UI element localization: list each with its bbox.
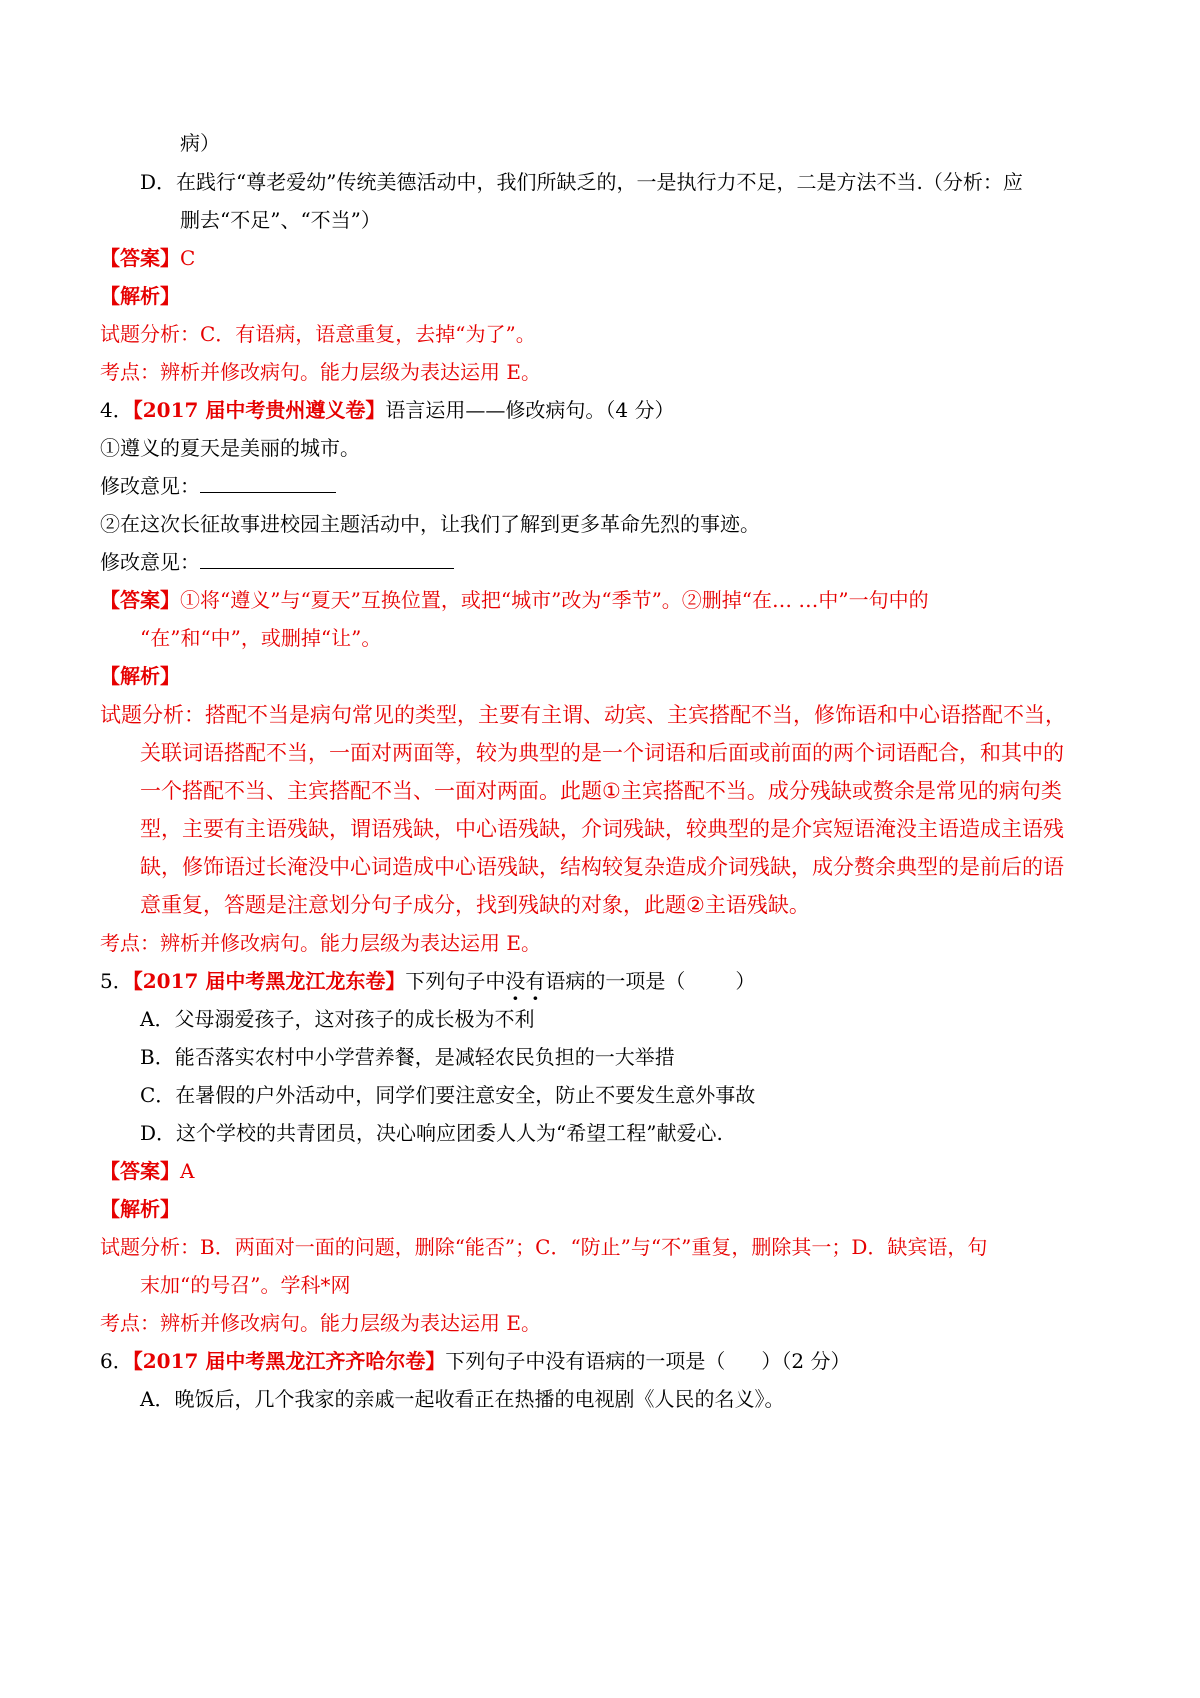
q5-kaodian: 考点：辨析并修改病句。能力层级为表达运用 E。 bbox=[100, 1311, 541, 1335]
answer-value: A bbox=[180, 1159, 195, 1183]
q3-option-d-line1: D．在践行“尊老爱幼”传统美德活动中，我们所缺乏的，一是执行力不足，二是方法不当.（分析：应 bbox=[140, 170, 1023, 194]
q6-option-a: A．晚饭后，几个我家的亲戚一起收看正在热播的电视剧《人民的名义》。 bbox=[140, 1387, 785, 1411]
q4-kaodian: 考点：辨析并修改病句。能力层级为表达运用 E。 bbox=[100, 931, 541, 955]
answer-label: 【答案】 bbox=[100, 588, 180, 612]
answer-blank[interactable] bbox=[200, 548, 454, 569]
q5-option-b: B．能否落实农村中小学营养餐，是减轻农民负担的一大举措 bbox=[140, 1045, 675, 1069]
q4-edit-2 bbox=[100, 547, 454, 577]
q4-analysis-line2: 关联词语搭配不当，一面对两面等，较为典型的是一个词语和后面或前面的两个词语配合，和其中的 bbox=[140, 741, 1064, 765]
question-title-b: 语病的一项是（ bbox=[545, 969, 686, 993]
q5-option-d: D．这个学校的共青团员，决心响应团委人人为“希望工程”献爱心. bbox=[140, 1121, 723, 1145]
question-number: 4． bbox=[100, 398, 133, 422]
answer-text: ①将“遵义”与“夏天”互换位置，或把“城市”改为“季节”。②删掉“在… …中”一句中的 bbox=[180, 588, 929, 612]
q4-answer-line2: “在”和“中”，或删掉“让”。 bbox=[140, 626, 382, 650]
emphasis-char: 没 bbox=[505, 969, 526, 993]
question-title-a: 下列句子中 bbox=[405, 969, 506, 993]
answer-blank[interactable] bbox=[200, 472, 336, 493]
q4-analysis-line1: 试题分析：搭配不当是病句常见的类型，主要有主谓、动宾、主宾搭配不当，修饰语和中心语搭配不当， bbox=[100, 703, 1066, 727]
q5-heading bbox=[100, 966, 755, 996]
question-number: 5． bbox=[100, 969, 133, 993]
emphasis-char: 有 bbox=[525, 969, 546, 993]
question-title-b: ）（2 分） bbox=[761, 1349, 851, 1373]
edit-label: 修改意见： bbox=[100, 474, 200, 498]
q3-kaodian: 考点：辨析并修改病句。能力层级为表达运用 E。 bbox=[100, 360, 541, 384]
q4-heading bbox=[100, 395, 674, 425]
q3-option-d-line2: 删去“不足”、“不当”） bbox=[180, 208, 381, 232]
q5-analysis-line1: 试题分析：B．两面对一面的问题，删除“能否”；C．“防止”与“不”重复，删除其一；D．缺宾语，句 bbox=[100, 1235, 988, 1259]
question-number: 6． bbox=[100, 1349, 133, 1373]
q4-analysis-line3: 一个搭配不当、主宾搭配不当、一面对两面。此题①主宾搭配不当。成分残缺或赘余是常见的病句类 bbox=[140, 779, 1062, 803]
q4-edit-1 bbox=[100, 471, 336, 501]
question-title-a: 下列句子中没有语病的一项是（ bbox=[445, 1349, 726, 1373]
question-title-c: ） bbox=[735, 969, 756, 993]
answer-label: 【答案】 bbox=[100, 1159, 180, 1183]
q4-analysis-line5: 缺，修饰语过长淹没中心词造成中心语残缺，结构较复杂造成介词残缺，成分赘余典型的是前后的语 bbox=[140, 855, 1064, 879]
q4-answer-line1 bbox=[100, 585, 929, 615]
q4-analysis-line4: 型，主要有主语残缺，谓语残缺，中心语残缺，介词残缺，较典型的是介宾短语淹没主语造成主语残 bbox=[140, 817, 1064, 841]
q3-jiexi-label: 【解析】 bbox=[100, 284, 180, 308]
q5-jiexi-label: 【解析】 bbox=[100, 1197, 180, 1221]
answer-label: 【答案】 bbox=[100, 246, 180, 270]
q3-answer bbox=[100, 243, 195, 273]
q3-analysis: 试题分析：C．有语病，语意重复，去掉“为了”。 bbox=[100, 322, 536, 346]
question-title: 语言运用——修改病句。（4 分） bbox=[385, 398, 675, 422]
q4-jiexi-label: 【解析】 bbox=[100, 664, 180, 688]
q4-analysis-line6: 意重复，答题是注意划分句子成分，找到残缺的对象，此题②主语残缺。 bbox=[140, 893, 810, 917]
q4-sentence-2: ②在这次长征故事进校园主题活动中，让我们了解到更多革命先烈的事迹。 bbox=[100, 512, 760, 536]
q5-analysis-line2: 末加“的号召”。学科*网 bbox=[140, 1273, 351, 1297]
question-source: 【2017 届中考黑龙江龙东卷】 bbox=[132, 969, 406, 993]
q3-option-c-tail: 病） bbox=[180, 131, 220, 155]
q5-option-a: A．父母溺爱孩子，这对孩子的成长极为不利 bbox=[140, 1007, 535, 1031]
q4-sentence-1: ①遵义的夏天是美丽的城市。 bbox=[100, 436, 360, 460]
answer-value: C bbox=[180, 246, 196, 270]
q5-answer bbox=[100, 1156, 194, 1186]
question-source: 【2017 届中考贵州遵义卷】 bbox=[132, 398, 386, 422]
edit-label: 修改意见： bbox=[100, 550, 200, 574]
q6-heading bbox=[100, 1346, 850, 1376]
question-source: 【2017 届中考黑龙江齐齐哈尔卷】 bbox=[132, 1349, 446, 1373]
q5-option-c: C．在暑假的户外活动中，同学们要注意安全，防止不要发生意外事故 bbox=[140, 1083, 756, 1107]
